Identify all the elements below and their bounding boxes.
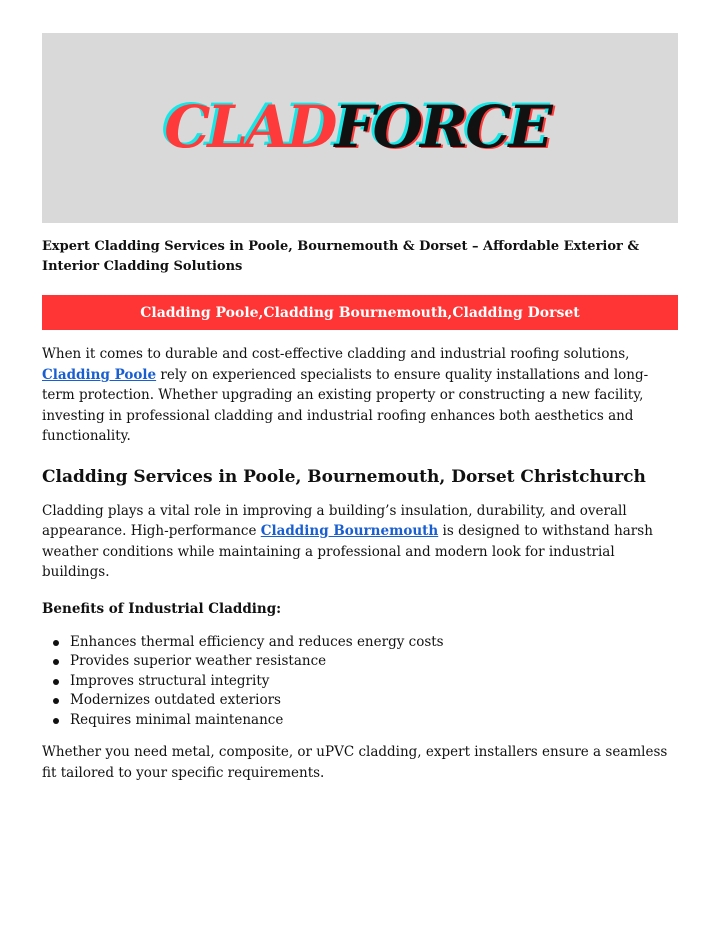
bullet-icon bbox=[53, 659, 59, 665]
bullet-icon bbox=[53, 640, 59, 646]
list-item-text: Enhances thermal efficiency and reduces energy costs bbox=[70, 633, 444, 650]
list-item bbox=[70, 691, 678, 711]
cladding-bournemouth-link[interactable]: Cladding Bournemouth bbox=[260, 523, 439, 539]
logo-banner bbox=[42, 33, 678, 223]
list-item-text: Modernizes outdated exteriors bbox=[70, 692, 281, 709]
benefits-list bbox=[42, 633, 678, 731]
logo-force-text: FORCE bbox=[334, 93, 550, 161]
list-item-text: Provides superior weather resistance bbox=[70, 653, 327, 670]
keywords-banner: Cladding Poole,Cladding Bournemouth,Cladding Dorset bbox=[42, 295, 678, 330]
bullet-icon bbox=[53, 718, 59, 724]
logo-clad-text: CLAD bbox=[164, 93, 335, 161]
list-item bbox=[70, 652, 678, 672]
section-heading: Cladding Services in Poole, Bournemouth, Dorset Christchurch bbox=[42, 466, 646, 487]
list-item bbox=[70, 672, 678, 692]
paragraph-services bbox=[42, 501, 678, 583]
cladding-poole-link[interactable]: Cladding Poole bbox=[42, 366, 157, 383]
bullet-icon bbox=[53, 679, 59, 685]
paragraph-closing: Whether you need metal, composite, or uPVC cladding, expert installers ensure a seamless fit tailored to your specific requirements. bbox=[42, 744, 668, 781]
paragraph-intro-text-end: rely on experienced specialists to ensure quality installations and long-term protection. Whether upgrading an existing property or constructing a new facility, investing in professional cladding and industrial roofing enhances both aesthetics and functionality. bbox=[42, 366, 649, 444]
paragraph-intro bbox=[42, 344, 678, 447]
paragraph-services-text-end: is designed to withstand harsh weather conditions while maintaining a professional and modern look for industrial buildings. bbox=[42, 523, 653, 580]
paragraph-intro-text-start: When it comes to durable and cost-effective cladding and industrial roofing solutions, bbox=[42, 346, 630, 362]
list-item bbox=[70, 711, 678, 731]
cladforce-logo bbox=[164, 93, 550, 161]
benefits-heading: Benefits of Industrial Cladding: bbox=[42, 600, 282, 617]
list-item-text: Requires minimal maintenance bbox=[70, 711, 284, 728]
document-page bbox=[42, 33, 678, 783]
paragraph-services-text-start: Cladding plays a vital role in improving a building’s insulation, durability, and overall appearance. High-performance bbox=[42, 502, 627, 539]
intro-heading: Expert Cladding Services in Poole, Bournemouth & Dorset – Affordable Exterior & Interior Cladding Solutions bbox=[42, 239, 640, 274]
list-item-text: Improves structural integrity bbox=[70, 672, 270, 689]
bullet-icon bbox=[53, 698, 59, 704]
list-item bbox=[70, 633, 678, 653]
